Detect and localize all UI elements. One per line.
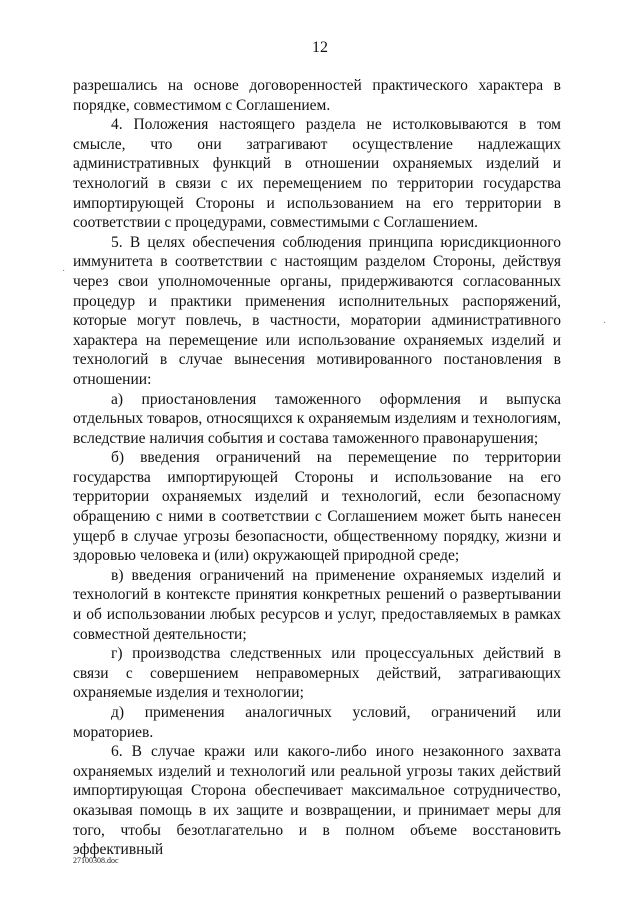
paragraph-continuation: разрешались на основе договоренностей практического характера в порядке, совместимом с Соглашением. (73, 77, 561, 114)
paragraph-5v: в) введения ограничений на применение охраняемых изделий и технологий в контексте принятия конкретных решений о развертывании и об использовании любых ресурсов и услуг, предоставляемых в рамках совместной деятельности; (73, 566, 561, 643)
paragraph-5a: а) приостановления таможенного оформления и выпуска отдельных товаров, относящихся к охраняемым изделиям и технологиям, вследствие наличия события и состава таможенного правонарушения; (73, 390, 561, 447)
paragraph-5d: д) применения аналогичных условий, ограничений или мораториев. (73, 704, 561, 741)
paragraph-5b: б) введения ограничений на перемещение по территории государства импортирующей Стороны и использование на его территории охраняемых изделий и технологий, если безопасному обращению с ними в соответствии с Соглашением может быть нанесен ущерб в случае угрозы безопасности, общественному порядку, жизни и здоровью человека и (или) окружающей природной среде; (73, 449, 561, 565)
scan-speck: · (603, 317, 607, 328)
document-footer-filename: 27100308.doc (73, 856, 119, 865)
document-body (73, 76, 561, 860)
paragraph-5g: г) производства следственных или процессуальных действий в связи с совершением неправомерных действий, затрагивающих охраняемые изделия и технологии; (73, 645, 561, 702)
page-number: 12 (312, 39, 328, 56)
paragraph-4: 4. Положения настоящего раздела не истолковываются в том смысле, что они затрагивают осуществление надлежащих административных функций в отношении охраняемых изделий и технологий в связи с их перемещением по территории государства импортирующей Стороны и использованием на его территории в соответствии с процедурами, совместимыми с Соглашением. (73, 116, 561, 232)
paragraph-5: 5. В целях обеспечения соблюдения принципа юрисдикционного иммунитета в соответствии с настоящим разделом Стороны, действуя через свои уполномоченные органы, придерживаются согласованных процедур и практики применения исполнительных распоряжений, которые могут повлечь, в частности, моратории административного характера на перемещение или использование охраняемых изделий и технологий в случае вынесения мотивированного постановления в отношении: (73, 233, 561, 388)
scan-speck: · (62, 265, 66, 276)
paragraph-6: 6. В случае кражи или какого-либо иного незаконного захвата охраняемых изделий и технологий или реальной угрозы таких действий импортирующая Сторона обеспечивает максимальное сотрудничество, оказывая помощь в их защите и возвращении, и принимает меры для того, чтобы безотлагательно и в полном объеме восстановить эффективный (73, 743, 561, 859)
